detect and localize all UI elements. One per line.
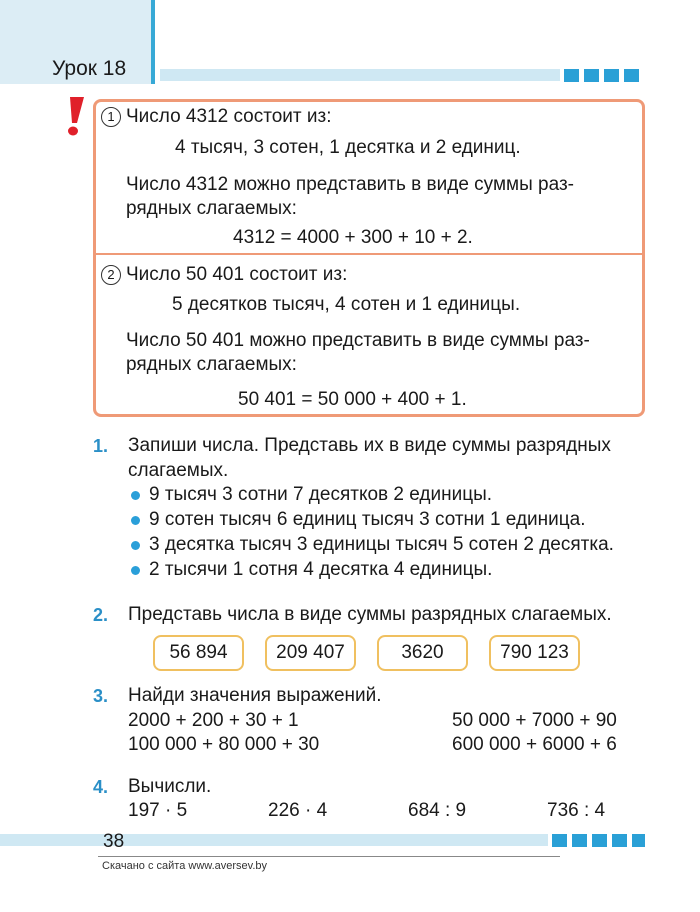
rule-2-line1: Число 50 401 состоит из: [126, 264, 348, 285]
footer-square-1 [552, 834, 567, 847]
task-2-number: 2. [93, 605, 109, 625]
task-3-expr-2: 50 000 + 7000 + 90 [452, 710, 617, 731]
footer-divider [98, 856, 560, 857]
rule-divider [95, 253, 643, 255]
task-1-text-line1: Запиши числа. Представь их в виде суммы разрядных [128, 435, 611, 456]
task-1-item-1: 9 тысяч 3 сотни 7 десятков 2 единицы. [149, 484, 493, 505]
bullet-icon [131, 491, 140, 500]
source-note: Скачано с сайта www.aversev.by [102, 860, 268, 872]
rule-1-number: 1 [101, 107, 121, 127]
rule-1-line1: Число 4312 состоит из: [126, 106, 332, 127]
task-4-text: Вычисли. [128, 776, 212, 797]
number-box-1: 56 894 [153, 635, 244, 671]
footer-square-5 [632, 834, 645, 847]
task-1-text-line2: слагаемых. [128, 460, 229, 481]
number-box-3: 3620 [377, 635, 468, 671]
exclamation-icon [60, 95, 90, 137]
header-rule [160, 69, 560, 81]
task-4-expr-2: 226 · 4 [268, 800, 328, 821]
bullet-icon [131, 541, 140, 550]
task-1-item-2: 9 сотен тысяч 6 единиц тысяч 3 сотни 1 единица. [149, 509, 586, 530]
rule-1-line3: Число 4312 можно представить в виде суммы раз- [126, 174, 574, 195]
task-4-number: 4. [93, 777, 109, 797]
rule-2-formula: 50 401 = 50 000 + 400 + 1. [238, 389, 467, 410]
rule-2-number: 2 [101, 265, 121, 285]
number-box-2: 209 407 [265, 635, 356, 671]
task-4-expr-3: 684 : 9 [408, 800, 467, 821]
header-square-4 [624, 69, 639, 82]
task-2-text: Представь числа в виде суммы разрядных слагаемых. [128, 604, 612, 625]
footer-square-2 [572, 834, 587, 847]
number-box-4: 790 123 [489, 635, 580, 671]
header-square-3 [604, 69, 619, 82]
footer-square-3 [592, 834, 607, 847]
task-3-expr-1: 2000 + 200 + 30 + 1 [128, 710, 299, 731]
header-square-1 [564, 69, 579, 82]
page-number: 38 [103, 831, 125, 852]
lesson-title: Урок 18 [52, 57, 127, 80]
task-3-expr-4: 600 000 + 6000 + 6 [452, 734, 617, 755]
header-square-2 [584, 69, 599, 82]
task-3-expr-3: 100 000 + 80 000 + 30 [128, 734, 320, 755]
rule-2-line4: рядных слагаемых: [126, 354, 297, 375]
rule-1-line2: 4 тысяч, 3 сотен, 1 десятка и 2 единиц. [175, 137, 521, 158]
rule-2-line3: Число 50 401 можно представить в виде суммы раз- [126, 330, 590, 351]
rule-1-formula: 4312 = 4000 + 300 + 10 + 2. [233, 227, 473, 248]
rule-2-line2: 5 десятков тысяч, 4 сотен и 1 единицы. [172, 294, 521, 315]
rule-1-line4: рядных слагаемых: [126, 198, 297, 219]
task-4-expr-4: 736 : 4 [547, 800, 606, 821]
task-3-text: Найди значения выражений. [128, 685, 382, 706]
task-1-item-3: 3 десятка тысяч 3 единицы тысяч 5 сотен 2 десятка. [149, 534, 614, 555]
task-1-item-4: 2 тысячи 1 сотня 4 десятка 4 единицы. [149, 559, 493, 580]
bullet-icon [131, 566, 140, 575]
task-1-number: 1. [93, 436, 109, 456]
bullet-icon [131, 516, 140, 525]
footer-square-4 [612, 834, 627, 847]
footer-rule [0, 834, 548, 846]
task-4-expr-1: 197 · 5 [128, 800, 188, 821]
task-3-number: 3. [93, 686, 109, 706]
